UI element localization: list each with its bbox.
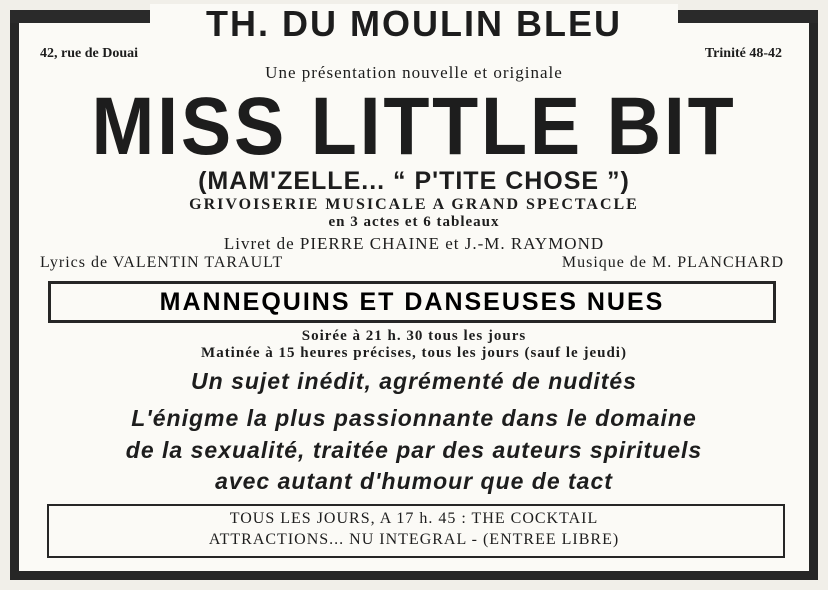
boxed-headline: MANNEQUINS ET DANSEUSES NUES — [48, 281, 776, 323]
theatre-address: 42, rue de Douai — [40, 46, 138, 61]
show-subtitle: (MAM'ZELLE... “ P'TITE CHOSE ”) — [198, 167, 630, 195]
tagline-4: avec autant d'humour que de tact — [215, 468, 613, 494]
evening-schedule: Soirée à 21 h. 30 tous les jours — [301, 328, 527, 344]
matinee-schedule: Matinée à 15 heures précises, tous les jours (sauf le jeudi) — [201, 345, 627, 361]
cocktail-line-1: TOUS LES JOURS, A 17 h. 45 : THE COCKTAIL — [229, 510, 599, 527]
show-title: MISS LITTLE BIT — [91, 81, 737, 172]
header-rule-left — [10, 10, 150, 23]
presentation-line: Une présentation nouvelle et originale — [265, 63, 563, 82]
tagline-3: de la sexualité, traitée par des auteurs spirituels — [125, 437, 703, 463]
cocktail-line-2: ATTRACTIONS... NU INTEGRAL - (ENTREE LIBRE) — [208, 531, 620, 548]
lyrics-credit: Lyrics de VALENTIN TARAULT — [40, 254, 284, 271]
tagline-2: L'énigme la plus passionnante dans le domaine — [131, 405, 697, 431]
tagline-1: Un sujet inédit, agrémenté de nudités — [191, 368, 637, 394]
theatre-name: TH. DU MOULIN BLEU — [150, 4, 678, 44]
theatre-phone: Trinité 48-42 — [704, 46, 782, 61]
music-credit: Musique de M. PLANCHARD — [561, 254, 784, 271]
header-rule-right — [678, 10, 818, 23]
livret-credit: Livret de PIERRE CHAINE et J.-M. RAYMOND — [223, 234, 605, 253]
show-acts: en 3 actes et 6 tableaux — [328, 214, 500, 230]
show-genre: GRIVOISERIE MUSICALE A GRAND SPECTACLE — [189, 196, 639, 213]
